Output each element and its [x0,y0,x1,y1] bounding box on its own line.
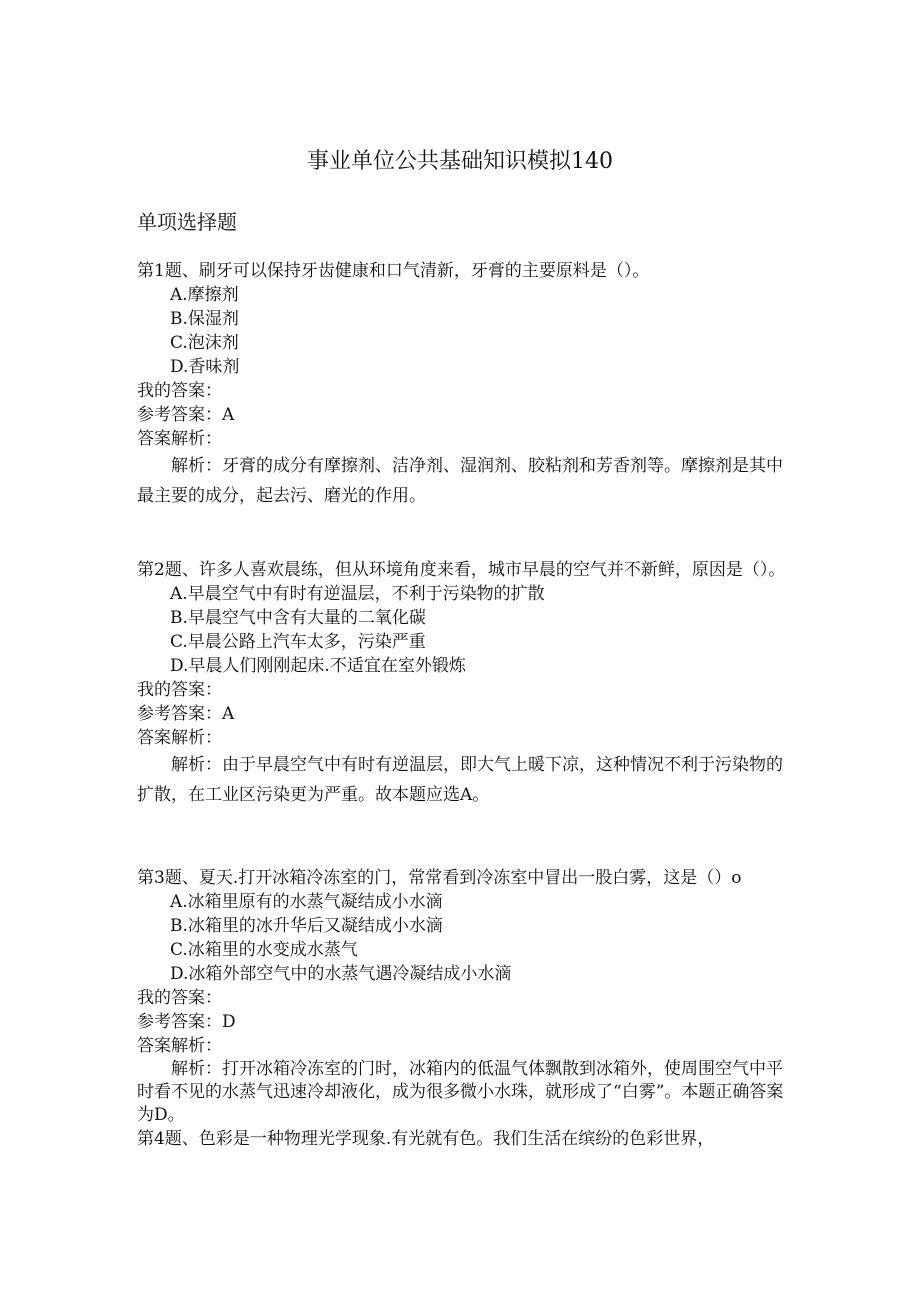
explanation-text: 解析：由于早晨空气中有时有逆温层，即大气上暖下凉，这种情况不利于污染物的扩散，在工业区污染更为严重。故本题应选A。 [137,755,783,805]
reference-answer: 参考答案：A [137,704,235,724]
option-b: B.保湿剂 [170,309,239,329]
next-question-stem: 第4题、色彩是一种物理光学现象.有光就有色。我们生活在缤纷的色彩世界， [137,1129,715,1149]
question-1 [137,259,787,511]
option-c: C.泡沫剂 [170,333,239,353]
my-answer-label: 我的答案： [137,381,222,401]
option-d: D.冰箱外部空气中的水蒸气遇冷凝结成小水滴 [170,964,512,984]
option-b: B.冰箱里的冰升华后又凝结成小水滴 [170,916,443,936]
my-answer-label: 我的答案： [137,680,222,700]
option-c: C.早晨公路上汽车太多，污染严重 [170,632,426,652]
explanation-text: 解析：打开冰箱冷冻室的门时，冰箱内的低温气体飘散到冰箱外，使周围空气中平时看不见的水蒸气迅速冷却液化，成为很多微小水珠，就形成了“白雾”。本题正确答案为D。 [137,1059,784,1125]
my-answer-label: 我的答案： [137,988,222,1008]
option-a: A.早晨空气中有时有逆温层，不利于污染物的扩散 [170,584,545,604]
reference-answer: 参考答案：A [137,405,235,425]
option-a: A.摩擦剂 [170,285,239,305]
option-d: D.早晨人们刚刚起床.不适宜在室外锻炼 [170,656,466,676]
question-stem: 第3题、夏天.打开冰箱冷冻室的门，常常看到冷冻室中冒出一股白雾，这是（）o [137,868,742,888]
page-title: 事业单位公共基础知识模拟140 [307,149,613,174]
analysis-label: 答案解析： [137,1036,222,1056]
analysis-label: 答案解析： [137,429,222,449]
option-b: B.早晨空气中含有大量的二氧化碳 [170,608,426,628]
section-heading: 单项选择题 [137,210,237,234]
question-stem: 第1题、刷牙可以保持牙齿健康和口气清新，牙膏的主要原料是（）。 [137,261,650,281]
question-stem: 第2题、许多人喜欢晨练，但从环境角度来看，城市早晨的空气并不新鲜，原因是（）。 [137,560,786,580]
reference-answer: 参考答案：D [137,1012,236,1032]
explanation-text: 解析：牙膏的成分有摩擦剂、洁净剂、湿润剂、胶粘剂和芳香剂等。摩擦剂是其中最主要的成分，起去污、磨光的作用。 [137,456,783,506]
option-a: A.冰箱里原有的水蒸气凝结成小水滴 [170,892,443,912]
analysis-label: 答案解析： [137,728,222,748]
option-d: D.香味剂 [170,357,240,377]
option-c: C.冰箱里的水变成水蒸气 [170,940,358,960]
question-3 [137,866,787,1151]
question-2 [137,558,787,810]
